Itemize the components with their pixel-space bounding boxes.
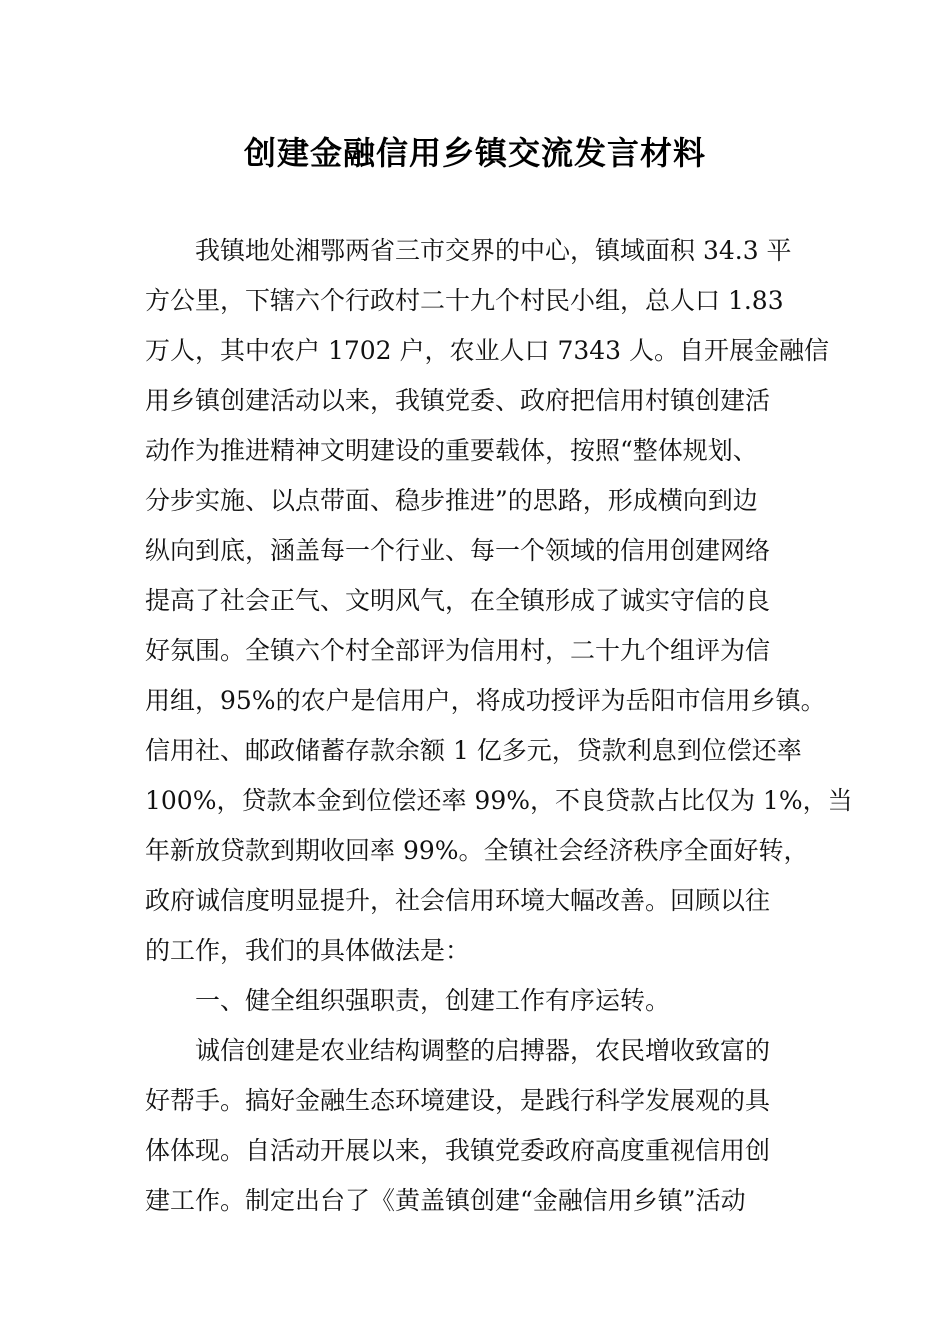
text-line: 信用社、邮政储蓄存款余额 1 亿多元，贷款利息到位偿还率 [145, 736, 802, 765]
section-heading: 一、健全组织强职责，创建工作有序运转。 [195, 986, 671, 1015]
text-line: 纵向到底，涵盖每一个行业、每一个领域的信用创建网络 [145, 536, 771, 565]
text-line: 好帮手。搞好金融生态环境建设，是践行科学发展观的具 [145, 1086, 771, 1115]
text-line: 万人，其中农户 1702 户，农业人口 7343 人。自开展金融信 [145, 336, 830, 365]
text-line: 用组，95%的农户是信用户，将成功授评为岳阳市信用乡镇。 [145, 686, 826, 715]
text-line: 分步实施、以点带面、稳步推进”的思路，形成横向到边 [145, 486, 758, 515]
text-line: 我镇地处湘鄂两省三市交界的中心，镇域面积 34.3 平 [195, 236, 792, 265]
document-body [145, 226, 853, 1226]
text-line: 100%，贷款本金到位偿还率 99%，不良贷款占比仅为 1%，当 [145, 786, 853, 815]
text-line: 好氛围。全镇六个村全部评为信用村，二十九个组评为信 [145, 636, 771, 665]
text-line: 政府诚信度明显提升，社会信用环境大幅改善。回顾以往 [145, 886, 771, 915]
text-line: 用乡镇创建活动以来，我镇党委、政府把信用村镇创建活 [145, 386, 771, 415]
text-line: 动作为推进精神文明建设的重要载体，按照“整体规划、 [145, 436, 758, 465]
text-line: 年新放贷款到期收回率 99%。全镇社会经济秩序全面好转， [145, 836, 809, 865]
text-line: 提高了社会正气、文明风气，在全镇形成了诚实守信的良 [145, 586, 771, 615]
text-line: 体体现。自活动开展以来，我镇党委政府高度重视信用创 [145, 1136, 771, 1165]
text-line: 方公里，下辖六个行政村二十九个村民小组，总人口 1.83 [145, 286, 784, 315]
text-line: 的工作，我们的具体做法是： [145, 936, 471, 965]
document-title: 创建金融信用乡镇交流发言材料 [243, 134, 706, 172]
text-line: 建工作。制定出台了《黄盖镇创建“金融信用乡镇”活动 [145, 1186, 746, 1215]
text-line: 诚信创建是农业结构调整的启搏器，农民增收致富的 [195, 1036, 771, 1065]
